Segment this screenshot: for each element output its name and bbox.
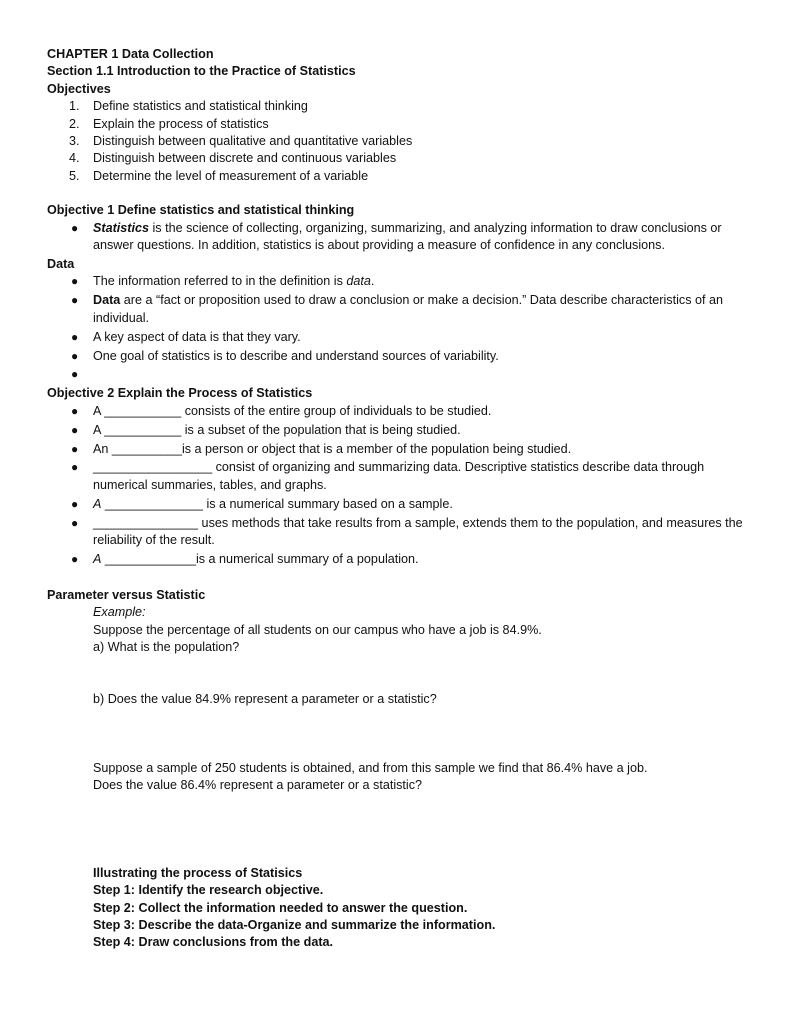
item-text: A key aspect of data is that they vary. bbox=[93, 329, 301, 344]
objective-item bbox=[47, 116, 747, 133]
item-text: The information referred to in the definition is bbox=[93, 274, 347, 289]
chapter-title: CHAPTER 1 Data Collection bbox=[47, 47, 214, 61]
list-item bbox=[47, 459, 747, 494]
param-vs-stat-heading: Parameter versus Statistic bbox=[47, 587, 206, 602]
list-item bbox=[47, 329, 747, 346]
term-statistics: Statistics bbox=[93, 220, 149, 235]
objective-text: Distinguish between qualitative and quantitative variables bbox=[93, 134, 413, 149]
bullet-icon: ● bbox=[71, 496, 79, 511]
objective-text: Explain the process of statistics bbox=[93, 116, 269, 131]
objective-item bbox=[47, 150, 747, 167]
bullet-icon: ● bbox=[71, 403, 79, 418]
objectives-list bbox=[47, 98, 747, 185]
emphasis-text: A bbox=[93, 496, 102, 511]
item-text: ______________ is a numerical summary based on a sample. bbox=[101, 496, 453, 511]
list-item bbox=[47, 496, 747, 513]
sample-line: Suppose a sample of 250 students is obtained, and from this sample we find that 86.4% have a job. bbox=[93, 760, 648, 775]
item-text: . bbox=[370, 274, 375, 289]
list-item-empty bbox=[47, 366, 747, 383]
example-line: Suppose the percentage of all students on our campus who have a job is 84.9%. bbox=[93, 622, 542, 637]
emphasis-text: data bbox=[346, 274, 371, 289]
list-item bbox=[47, 348, 747, 365]
question-b: b) Does the value 84.9% represent a parameter or a statistic? bbox=[93, 691, 437, 706]
bullet-icon: ● bbox=[71, 348, 79, 363]
bullet-icon: ● bbox=[71, 460, 79, 475]
list-item bbox=[47, 273, 747, 290]
bullet-icon: ● bbox=[71, 422, 79, 437]
item-text: An __________is a person or object that is a member of the population being studied. bbox=[93, 441, 572, 456]
bullet-icon: ● bbox=[71, 515, 79, 530]
list-item bbox=[47, 403, 747, 420]
objective-text: Distinguish between discrete and continuous variables bbox=[93, 151, 397, 166]
document-page bbox=[47, 46, 747, 952]
list-number: 3. bbox=[69, 134, 80, 149]
question-a: a) What is the population? bbox=[93, 640, 240, 655]
objective1-heading: Objective 1 Define statistics and statistical thinking bbox=[47, 203, 355, 218]
objective1-list bbox=[47, 220, 747, 255]
objective-item bbox=[47, 133, 747, 150]
item-text: A ___________ is a subset of the population that is being studied. bbox=[93, 422, 461, 437]
objective2-list bbox=[47, 403, 747, 569]
data-list bbox=[47, 273, 747, 383]
list-item bbox=[47, 220, 747, 255]
objective-item bbox=[47, 98, 747, 115]
list-item bbox=[47, 551, 747, 568]
bullet-icon: ● bbox=[71, 293, 79, 308]
item-text: A ___________ consists of the entire group of individuals to be studied. bbox=[93, 403, 492, 418]
bullet-icon: ● bbox=[71, 220, 79, 235]
list-number: 1. bbox=[69, 99, 80, 114]
term-data: Data bbox=[93, 293, 121, 308]
process-step-4: Step 4: Draw conclusions from the data. bbox=[93, 935, 334, 950]
example-label: Example: bbox=[93, 605, 146, 620]
objective-text: Determine the level of measurement of a variable bbox=[93, 168, 369, 183]
list-item bbox=[47, 292, 747, 327]
list-item bbox=[47, 515, 747, 550]
item-text: are a “fact or proposition used to draw a conclusion or make a decision.” Data describe characteristics of an individual. bbox=[93, 293, 723, 325]
item-text: One goal of statistics is to describe and understand sources of variability. bbox=[93, 348, 499, 363]
bullet-icon: ● bbox=[71, 329, 79, 344]
list-item bbox=[47, 422, 747, 439]
section-title: Section 1.1 Introduction to the Practice of Statistics bbox=[47, 64, 356, 79]
process-step-1: Step 1: Identify the research objective. bbox=[93, 883, 324, 898]
emphasis-text: A bbox=[93, 551, 102, 566]
list-number: 2. bbox=[69, 116, 80, 131]
process-step-2: Step 2: Collect the information needed to answer the question. bbox=[93, 900, 468, 915]
objectives-heading: Objectives bbox=[47, 81, 111, 96]
list-number: 4. bbox=[69, 151, 80, 166]
item-text: _______________ uses methods that take results from a sample, extends them to the population, and measures the reliability of the result. bbox=[93, 515, 743, 548]
objective-item bbox=[47, 168, 747, 185]
objective2-heading: Objective 2 Explain the Process of Statistics bbox=[47, 386, 313, 401]
list-number: 5. bbox=[69, 168, 80, 183]
item-text: _________________ consist of organizing and summarizing data. Descriptive statistics describe data through numerical summaries, tables, and graphs. bbox=[93, 460, 705, 492]
objective-text: Define statistics and statistical thinking bbox=[93, 99, 308, 114]
item-text: _____________is a numerical summary of a population. bbox=[101, 551, 419, 566]
definition-text: is the science of collecting, organizing, summarizing, and analyzing information to draw conclusions or answer questions. In addition, statistics is about providing a measure of confidence in any conclusions. bbox=[93, 220, 722, 253]
sample-question: Does the value 86.4% represent a parameter or a statistic? bbox=[93, 778, 423, 793]
bullet-icon: ● bbox=[71, 274, 79, 289]
list-item bbox=[47, 441, 747, 458]
bullet-icon: ● bbox=[71, 441, 79, 456]
process-step-3: Step 3: Describe the data-Organize and summarize the information. bbox=[93, 917, 496, 932]
data-heading: Data bbox=[47, 256, 75, 271]
bullet-icon: ● bbox=[71, 551, 79, 566]
bullet-icon: ● bbox=[71, 367, 79, 382]
process-heading: Illustrating the process of Statisics bbox=[93, 865, 303, 880]
